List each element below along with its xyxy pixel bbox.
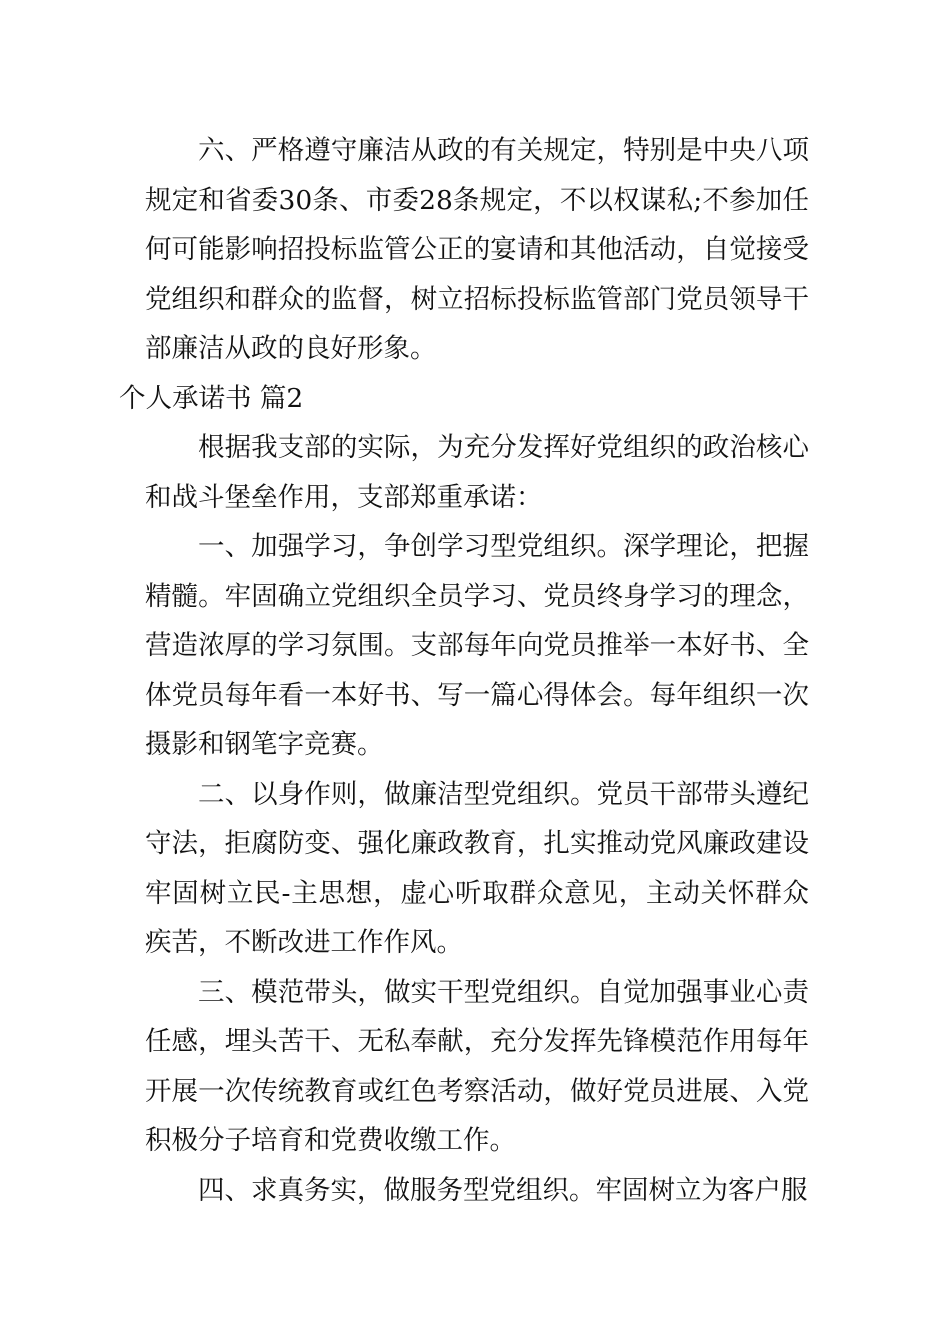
document-body <box>119 126 809 1215</box>
paragraph-pledge-four: 四、求真务实，做服务型党组织。牢固树立为客户服 <box>198 1174 808 1206</box>
section-heading-pledge-2: 个人承诺书 篇2 <box>119 382 304 414</box>
paragraph-pledge-one: 一、加强学习，争创学习型党组织。深学理论，把握精髓。牢固确立党组织全员学习、党员终身学习的理念，营造浓厚的学习氛围。支部每年向党员推举一本好书、全体党员每年看一本好书、写一篇心得体会。每年组织一次摄影和钢笔字竞赛。 <box>145 531 809 760</box>
paragraph-pledge-two: 二、以身作则，做廉洁型党组织。党员干部带头遵纪守法，拒腐防变、强化廉政教育，扎实推动党风廉政建设牢固树立民-主思想，虚心听取群众意见，主动关怀群众疾苦，不断改进工作作风。 <box>145 778 809 958</box>
paragraph-pledge-three: 三、模范带头，做实干型党组织。自觉加强事业心责任感，埋头苦干、无私奉献，充分发挥先锋模范作用每年开展一次传统教育或红色考察活动，做好党员进展、入党积极分子培育和党费收缴工作。 <box>145 976 809 1156</box>
paragraph-integrity-rule-six: 六、严格遵守廉洁从政的有关规定，特别是中央八项规定和省委30条、市委28条规定，不以权谋私;不参加任何可能影响招投标监管公正的宴请和其他活动，自觉接受党组织和群众的监督，树立招标投标监管部门党员领导干部廉洁从政的良好形象。 <box>145 135 809 364</box>
paragraph-intro: 根据我支部的实际，为充分发挥好党组织的政治核心和战斗堡垒作用，支部郑重承诺： <box>145 432 809 513</box>
